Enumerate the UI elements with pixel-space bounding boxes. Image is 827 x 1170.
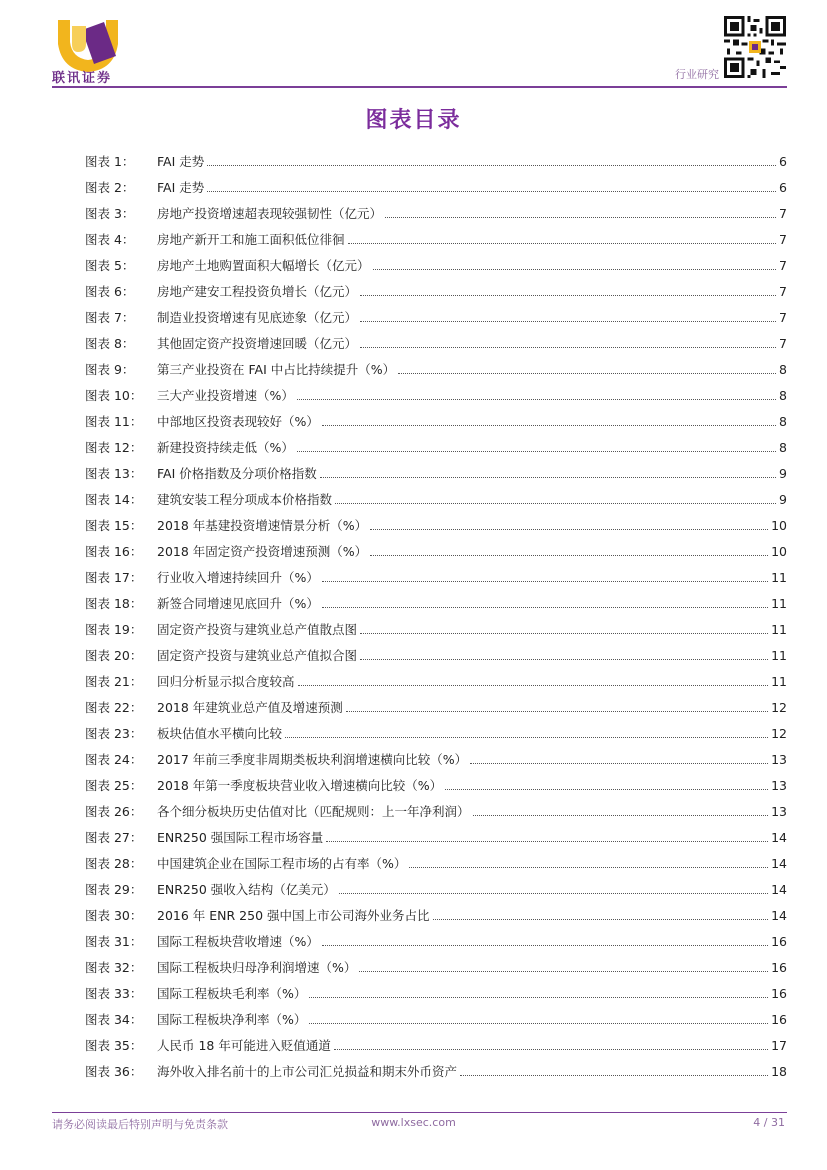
toc-entry-leader (473, 815, 769, 816)
toc-entry-title: 房地产建安工程投资负增长（亿元） (157, 284, 358, 299)
toc-entry-leader (360, 295, 776, 296)
toc-entry-label: 图表 2： (85, 180, 135, 195)
toc-entry-label: 图表 11： (85, 414, 143, 429)
toc-entry-title: 建筑安装工程分项成本价格指数 (157, 492, 333, 507)
toc-entry-leader (360, 633, 768, 634)
toc-entry-title: 三大产业投资增速（%） (157, 388, 294, 403)
toc-entry-label: 图表 23： (85, 726, 143, 741)
toc-entry-label: 图表 24： (85, 752, 143, 767)
toc-entry-title: 固定资产投资与建筑业总产值散点图 (157, 622, 358, 637)
toc-entry-page: 6 (779, 154, 787, 169)
toc-entry[interactable] (85, 669, 787, 695)
toc-entry-leader (409, 867, 768, 868)
toc-entry-label: 图表 5： (85, 258, 135, 273)
toc-entry-leader (335, 503, 776, 504)
toc-entry-title: 国际工程板块营收增速（%） (157, 934, 319, 949)
toc-entry-title: FAI 价格指数及分项价格指数 (157, 466, 317, 481)
toc-entry-page: 16 (771, 934, 787, 949)
toc-entry-leader (370, 529, 768, 530)
toc-entry-title: 行业收入增速持续回升（%） (157, 570, 319, 585)
toc-entry[interactable] (85, 851, 787, 877)
toc-entry[interactable] (85, 799, 787, 825)
toc-entry-label: 图表 7： (85, 310, 135, 325)
toc-entry-leader (207, 191, 776, 192)
doc-type-label: 行业研究 (675, 68, 719, 81)
toc-entry-label: 图表 21： (85, 674, 143, 689)
toc-entry[interactable] (85, 877, 787, 903)
toc-entry-page: 8 (779, 388, 787, 403)
toc-entry-page: 7 (779, 310, 787, 325)
toc-entry-page: 7 (779, 206, 787, 221)
toc-entry[interactable] (85, 1059, 787, 1085)
toc-entry-page: 11 (771, 570, 787, 585)
toc-entry-label: 图表 1： (85, 154, 135, 169)
toc-entry-leader (326, 841, 768, 842)
toc-entry-leader (320, 477, 776, 478)
toc-entry-page: 7 (779, 232, 787, 247)
toc-entry-leader (339, 893, 768, 894)
toc-entry[interactable] (85, 149, 787, 175)
toc-entry-title: 板块估值水平横向比较 (157, 726, 283, 741)
toc-entry-leader (370, 555, 768, 556)
toc-entry-title: 新建投资持续走低（%） (157, 440, 294, 455)
toc-entry-title: 国际工程板块归母净利润增速（%） (157, 960, 357, 975)
toc-entry-leader (322, 425, 776, 426)
toc-entry-label: 图表 20： (85, 648, 143, 663)
toc-entry-page: 6 (779, 180, 787, 195)
toc-entry[interactable] (85, 825, 787, 851)
toc-entry-page: 11 (771, 674, 787, 689)
toc-entry-title: 2018 年固定资产投资增速预测（%） (157, 544, 368, 559)
toc-entry[interactable] (85, 565, 787, 591)
toc-entry[interactable] (85, 955, 787, 981)
toc-entry-title: 人民币 18 年可能进入贬值通道 (157, 1038, 331, 1053)
toc-entry-title: 房地产新开工和施工面积低位徘徊 (157, 232, 345, 247)
toc-entry-leader (207, 165, 776, 166)
toc-entry[interactable] (85, 643, 787, 669)
toc-entry[interactable] (85, 539, 787, 565)
toc-entry-page: 7 (779, 284, 787, 299)
toc-entry-page: 13 (771, 804, 787, 819)
toc-entry-leader (334, 1049, 768, 1050)
toc-entry-page: 11 (771, 596, 787, 611)
header-divider (52, 86, 787, 88)
toc-entry-page: 7 (779, 336, 787, 351)
toc-entry-label: 图表 15： (85, 518, 143, 533)
toc-entry-page: 14 (771, 856, 787, 871)
toc-entry-page: 11 (771, 648, 787, 663)
toc-entry-page: 14 (771, 882, 787, 897)
toc-entry-page: 8 (779, 440, 787, 455)
toc-entry-title: 新签合同增速见底回升（%） (157, 596, 319, 611)
toc-entry-page: 12 (771, 726, 787, 741)
toc-entry-page: 17 (771, 1038, 787, 1053)
toc-entry-leader (309, 1023, 768, 1024)
toc-entry-leader (398, 373, 776, 374)
toc-entry-page: 14 (771, 908, 787, 923)
toc-entry-leader (322, 581, 768, 582)
toc-entry-title: 回归分析显示拟合度较高 (157, 674, 295, 689)
qr-code-icon (724, 16, 786, 78)
toc-entry-label: 图表 29： (85, 882, 143, 897)
toc-entry-title: 制造业投资增速有见底迹象（亿元） (157, 310, 358, 325)
toc-entry-page: 16 (771, 1012, 787, 1027)
toc-entry-page: 9 (779, 466, 787, 481)
toc-entry-leader (360, 321, 776, 322)
toc-entry-leader (346, 711, 768, 712)
toc-entry-page: 9 (779, 492, 787, 507)
toc-entry-title: 2017 年前三季度非周期类板块利润增速横向比较（%） (157, 752, 468, 767)
toc-entry-title: 2018 年建筑业总产值及增速预测 (157, 700, 343, 715)
toc-entry-title: 2018 年第一季度板块营业收入增速横向比较（%） (157, 778, 443, 793)
toc-entry-label: 图表 22： (85, 700, 143, 715)
toc-entry[interactable] (85, 903, 787, 929)
toc-entry-page: 12 (771, 700, 787, 715)
toc-entry[interactable] (85, 513, 787, 539)
toc-entry-label: 图表 10： (85, 388, 143, 403)
toc-entry[interactable] (85, 773, 787, 799)
toc-entry-title: 房地产土地购置面积大幅增长（亿元） (157, 258, 370, 273)
toc-entry-label: 图表 16： (85, 544, 143, 559)
toc-entry-leader (348, 243, 777, 244)
toc-entry-label: 图表 13： (85, 466, 143, 481)
toc-entry-page: 13 (771, 752, 787, 767)
toc-entry[interactable] (85, 175, 787, 201)
footer-divider (52, 1112, 787, 1113)
toc-entry-label: 图表 28： (85, 856, 143, 871)
brand-name: 联讯证券 (52, 71, 113, 86)
toc-entry-leader (297, 451, 776, 452)
footer-website: www.lxsec.com (371, 1116, 456, 1129)
toc-entry-title: 2016 年 ENR 250 强中国上市公司海外业务占比 (157, 908, 430, 923)
toc-entry-title: FAI 走势 (157, 180, 205, 195)
toc-entry-title: 各个细分板块历史估值对比（匹配规则：上一年净利润） (157, 804, 470, 819)
toc-entry-label: 图表 19： (85, 622, 143, 637)
toc-entry-label: 图表 33： (85, 986, 143, 1001)
toc-entry-label: 图表 12： (85, 440, 143, 455)
toc-entry[interactable] (85, 279, 787, 305)
toc-entry-title: 中国建筑企业在国际工程市场的占有率（%） (157, 856, 407, 871)
toc-entry-page: 13 (771, 778, 787, 793)
toc-entry-leader (360, 347, 776, 348)
toc-entry-label: 图表 17： (85, 570, 143, 585)
toc-entry-label: 图表 31： (85, 934, 143, 949)
toc-entry-page: 10 (771, 518, 787, 533)
toc-entry-label: 图表 6： (85, 284, 135, 299)
toc-entry[interactable] (85, 1033, 787, 1059)
toc-entry-title: 第三产业投资在 FAI 中占比持续提升（%） (157, 362, 396, 377)
toc-entry-leader (297, 399, 776, 400)
toc-entry-label: 图表 26： (85, 804, 143, 819)
toc-entry-label: 图表 32： (85, 960, 143, 975)
toc-entry-label: 图表 35： (85, 1038, 143, 1053)
toc-entry-label: 图表 9： (85, 362, 135, 377)
toc-entry-title: FAI 走势 (157, 154, 205, 169)
page-title: 图表目录 (365, 108, 462, 133)
toc-entry-leader (309, 997, 768, 998)
toc-entry[interactable] (85, 1007, 787, 1033)
toc-entry-page: 11 (771, 622, 787, 637)
toc-entry-page: 16 (771, 986, 787, 1001)
toc-entry-label: 图表 8： (85, 336, 135, 351)
toc-entry[interactable] (85, 253, 787, 279)
toc-entry-title: 海外收入排名前十的上市公司汇兑损益和期末外币资产 (157, 1064, 458, 1079)
toc-entry[interactable] (85, 487, 787, 513)
toc-entry-leader (359, 971, 768, 972)
toc-entry-leader (360, 659, 768, 660)
toc-entry-label: 图表 4： (85, 232, 135, 247)
toc-entry-leader (470, 763, 768, 764)
figure-toc-list (85, 149, 787, 1085)
toc-entry-title: 固定资产投资与建筑业总产值拟合图 (157, 648, 358, 663)
toc-entry[interactable] (85, 461, 787, 487)
toc-entry[interactable] (85, 747, 787, 773)
toc-entry[interactable] (85, 357, 787, 383)
toc-entry-title: 其他固定资产投资增速回暖（亿元） (157, 336, 358, 351)
toc-entry-leader (322, 607, 768, 608)
footer-disclaimer: 请务必阅读最后特别声明与免责条款 (52, 1118, 228, 1131)
toc-entry-page: 8 (779, 414, 787, 429)
toc-entry[interactable] (85, 617, 787, 643)
toc-entry-label: 图表 25： (85, 778, 143, 793)
toc-entry-leader (433, 919, 769, 920)
toc-entry[interactable] (85, 331, 787, 357)
toc-entry-label: 图表 18： (85, 596, 143, 611)
toc-entry[interactable] (85, 929, 787, 955)
toc-entry-label: 图表 30： (85, 908, 143, 923)
toc-entry-title: 国际工程板块毛利率（%） (157, 986, 307, 1001)
toc-entry-label: 图表 36： (85, 1064, 143, 1079)
toc-entry-title: ENR250 强国际工程市场容量 (157, 830, 324, 845)
toc-entry[interactable] (85, 435, 787, 461)
toc-entry-leader (298, 685, 769, 686)
toc-entry-leader (373, 269, 777, 270)
toc-entry-page: 14 (771, 830, 787, 845)
footer-page-number: 4 / 31 (753, 1116, 785, 1129)
toc-entry-title: 2018 年基建投资增速情景分析（%） (157, 518, 368, 533)
toc-entry[interactable] (85, 227, 787, 253)
toc-entry-label: 图表 3： (85, 206, 135, 221)
toc-entry[interactable] (85, 981, 787, 1007)
toc-entry-leader (385, 217, 776, 218)
toc-entry-page: 18 (771, 1064, 787, 1079)
toc-entry[interactable] (85, 591, 787, 617)
toc-entry-label: 图表 34： (85, 1012, 143, 1027)
toc-entry-leader (285, 737, 768, 738)
toc-entry-page: 10 (771, 544, 787, 559)
toc-entry-title: ENR250 强收入结构（亿美元） (157, 882, 336, 897)
toc-entry-leader (445, 789, 768, 790)
toc-entry[interactable] (85, 305, 787, 331)
toc-entry[interactable] (85, 695, 787, 721)
toc-entry[interactable] (85, 201, 787, 227)
toc-entry-leader (460, 1075, 768, 1076)
toc-entry-leader (322, 945, 768, 946)
toc-entry[interactable] (85, 383, 787, 409)
toc-entry-title: 房地产投资增速超表现较强韧性（亿元） (157, 206, 383, 221)
toc-entry[interactable] (85, 721, 787, 747)
toc-entry-page: 7 (779, 258, 787, 273)
toc-entry-page: 8 (779, 362, 787, 377)
toc-entry-page: 16 (771, 960, 787, 975)
toc-entry-title: 中部地区投资表现较好（%） (157, 414, 319, 429)
toc-entry-label: 图表 14： (85, 492, 143, 507)
toc-entry-label: 图表 27： (85, 830, 143, 845)
toc-entry-title: 国际工程板块净利率（%） (157, 1012, 307, 1027)
toc-entry[interactable] (85, 409, 787, 435)
